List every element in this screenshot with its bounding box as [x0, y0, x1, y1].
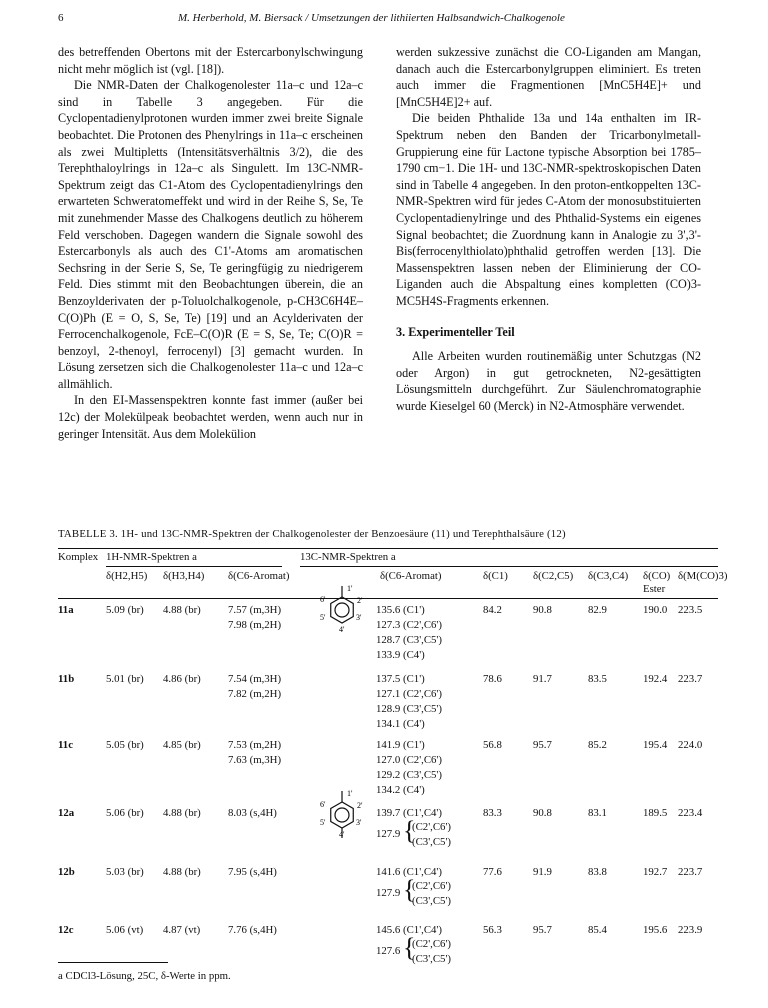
left-column — [58, 44, 363, 442]
header-1h: 1H-NMR-Spektren a — [106, 551, 197, 563]
brace: { — [403, 816, 416, 845]
ring-circle — [335, 603, 349, 617]
value-c25: 95.7 — [533, 739, 552, 751]
paragraph: Alle Arbeiten wurden routinemäßig unter Schutzgas (N2 oder Argon) in gut getrockneten, N2-gesättigten Lösungsmitteln durchgeführt. Zur Säulenchromatographie wurde Kieselgel 60 (Merck) in N2-Atmosphäre verwendet. — [396, 349, 701, 413]
value-c6-13c: 129.2 (C3',C5') — [376, 769, 442, 781]
value-c6-1h: 7.95 (s,4H) — [228, 866, 277, 878]
running-header — [58, 12, 710, 30]
value-h25: 5.09 (br) — [106, 604, 144, 616]
value-c6-13c: (C3',C5') — [412, 836, 451, 848]
value-c6-1h: 7.53 (m,2H) — [228, 739, 282, 751]
value-c6-13c: 134.1 (C4') — [376, 718, 425, 730]
col-c6-13c: δ(C6-Aromat) — [380, 570, 442, 582]
section-heading: 3. Experimenteller Teil — [396, 324, 515, 339]
compound-id: 12b — [58, 866, 75, 878]
value-h25: 5.05 (br) — [106, 739, 144, 751]
value-c1: 84.2 — [483, 604, 502, 616]
value-h34: 4.88 (br) — [163, 807, 201, 819]
value-c6-13c: 128.7 (C3',C5') — [376, 634, 442, 646]
value-co-ester: 192.7 — [643, 866, 668, 878]
value-c1: 56.3 — [483, 924, 502, 936]
paragraph: In den EI-Massenspektren konnte fast immer (außer bei 12c) der Molekülpeak beobachtet werden, wenn auch nur in geringer Intensität. Aus dem Molekülion — [58, 393, 363, 441]
ring-label: 2' — [357, 596, 363, 605]
value-c6-13c: 127.6 — [376, 945, 401, 957]
value-c1: 78.6 — [483, 673, 502, 685]
value-c1: 83.3 — [483, 807, 502, 819]
value-c6-1h: 7.57 (m,3H) — [228, 604, 282, 616]
value-h25: 5.03 (br) — [106, 866, 144, 878]
value-co-ester: 189.5 — [643, 807, 668, 819]
value-c1: 77.6 — [483, 866, 502, 878]
value-c6-13c: (C3',C5') — [412, 953, 451, 965]
benzene-ring-icon — [314, 584, 370, 634]
value-c6-13c: (C3',C5') — [412, 895, 451, 907]
ring-label: 5' — [320, 818, 326, 827]
value-h34: 4.88 (br) — [163, 604, 201, 616]
brace: { — [403, 875, 416, 904]
paragraph: Die beiden Phthalide 13a und 14a enthalten im IR-Spektrum neben den Banden der Tricarbonylmetall-Gruppierung eine für Lactone typische Absorption bei 1785–1790 cm−1. Die 1H- und 13C-NMR-spektroskopischen Daten sind in Tabelle 4 angegeben. In den proton-entkoppelten 13C-NMR-Spektren wird für jedes C-Atom der monosubstituierten Cyclopentadienylringe und des Phthalid-Systems ein eigenes Signal beobachtet; die Zuordnung kann in Analogie zu 3',3'-Bis(ferrocenylthiolato)phthalid getroffen werden [13]. Die Massenspektren lassen neben der Eliminierung der CO-Liganden auch die Abspaltung eines kompletten (CO)3-MC5H4S-Fragments erkennen. — [396, 111, 701, 308]
ring-label: 2' — [357, 801, 363, 810]
ring-label: 1' — [347, 584, 353, 593]
paragraph: des betreffenden Obertons mit der Estercarbonylschwingung nicht mehr möglich ist (vgl. [18]). — [58, 45, 363, 76]
value-c6-13c: 135.6 (C1') — [376, 604, 425, 616]
col-c25: δ(C2,C5) — [533, 570, 574, 582]
benzene-ring-icon — [314, 789, 370, 839]
value-c25: 91.9 — [533, 866, 552, 878]
ring-label: 6' — [320, 595, 326, 604]
ring-hexagon — [331, 802, 354, 828]
value-c6-1h: 7.76 (s,4H) — [228, 924, 277, 936]
header-komplex: Komplex — [58, 551, 99, 563]
running-title: M. Herberhold, M. Biersack / Umsetzungen der lithiierten Halbsandwich-Chalkogenole — [178, 12, 565, 24]
value-h34: 4.86 (br) — [163, 673, 201, 685]
value-c6-13c: (C2',C6') — [412, 821, 451, 833]
ring-label: 5' — [320, 613, 326, 622]
page-number: 6 — [58, 12, 64, 24]
col-c34: δ(C3,C4) — [588, 570, 629, 582]
compound-id: 11c — [58, 739, 73, 751]
ring-hexagon — [331, 597, 354, 623]
table-caption: TABELLE 3. 1H- und 13C-NMR-Spektren der Chalkogenolester der Benzoesäure (11) und Terephthalsäure (12) — [58, 528, 566, 540]
header-13c: 13C-NMR-Spektren a — [300, 551, 396, 563]
value-c34: 83.8 — [588, 866, 607, 878]
value-h25: 5.01 (br) — [106, 673, 144, 685]
value-c6-13c: 145.6 (C1',C4') — [376, 924, 442, 936]
ring-label: 3' — [356, 818, 362, 827]
value-c6-1h: 7.63 (m,3H) — [228, 754, 282, 766]
value-c6-13c: 128.9 (C3',C5') — [376, 703, 442, 715]
value-c34: 85.2 — [588, 739, 607, 751]
value-c6-13c: 127.0 (C2',C6') — [376, 754, 442, 766]
table-header-rule — [58, 598, 718, 599]
brace: { — [403, 933, 416, 962]
paragraph: Die NMR-Daten der Chalkogenolester 11a–c und 12a–c sind in Tabelle 3 angegeben. Für die Cyclopentadienylprotonen wurden immer zwei breite Signale beobachtet. Die Protonen des Phenylrings in 11a–c erscheinen als zwei Multipletts (Intensitätsverhältnis 3/2), die des Terephthaloylrings in 12a–c als Singulett. Im 13C-NMR-Spektrum zeigt das C1-Atom des Cyclopentadienylrings den erwarteten Schweratomeffekt und wird in der Reihe S, Se, Te mit zunehmender Masse des Chalkogens deutlich zu höherem Feld verschoben. Dagegen wandern die Signale sowohl des Estercarbonyls als auch des C1'-Atoms am aromatischen Sechsring in der Serie S, Se, Te geringfügig zu niedrigerem Feld. Dies stimmt mit den Beobachtungen überein, die an Benzoylderivaten der p-Toluolchalkogenole, p-CH3C6H4E–C(O)Ph (E = O, S, Se, Te) [19] und an Acylderivaten der Ferrocenchalkogenole, FcE–C(O)R (E = S, Se, Te; C(O)R = benzoyl, 2-thenoyl, ferrocenyl) [3] gemacht wurden. In Lösung zersetzen sich die Chalkogenolester 11a–c und 12a–c allmählich. — [58, 78, 363, 391]
value-c34: 83.5 — [588, 673, 607, 685]
value-c6-1h: 8.03 (s,4H) — [228, 807, 277, 819]
value-c25: 95.7 — [533, 924, 552, 936]
ring-label: 4' — [339, 830, 345, 839]
value-c6-13c: 141.9 (C1') — [376, 739, 425, 751]
col-mco: δ(M(CO)3) — [678, 570, 728, 582]
value-c6-1h: 7.54 (m,3H) — [228, 673, 282, 685]
value-c34: 85.4 — [588, 924, 607, 936]
value-c6-13c: 133.9 (C4') — [376, 649, 425, 661]
table-top-rule — [58, 548, 718, 549]
value-co-ester: 195.4 — [643, 739, 668, 751]
value-c6-13c: 127.9 — [376, 887, 401, 899]
value-c34: 83.1 — [588, 807, 607, 819]
value-h25: 5.06 (br) — [106, 807, 144, 819]
value-c6-13c: (C2',C6') — [412, 938, 451, 950]
right-column — [396, 44, 701, 414]
compound-id: 12c — [58, 924, 74, 936]
col-c1: δ(C1) — [483, 570, 508, 582]
value-c6-1h: 7.82 (m,2H) — [228, 688, 282, 700]
compound-id: 12a — [58, 807, 75, 819]
value-co-ester: 195.6 — [643, 924, 668, 936]
col-c6-1h: δ(C6-Aromat) — [228, 570, 290, 582]
value-h34: 4.88 (br) — [163, 866, 201, 878]
value-h25: 5.06 (vt) — [106, 924, 144, 936]
value-mco: 223.9 — [678, 924, 703, 936]
value-c6-1h: 7.98 (m,2H) — [228, 619, 282, 631]
value-co-ester: 192.4 — [643, 673, 668, 685]
value-c6-13c: 139.7 (C1',C4') — [376, 807, 442, 819]
compound-id: 11a — [58, 604, 74, 616]
value-c1: 56.8 — [483, 739, 502, 751]
value-c6-13c: 134.2 (C4') — [376, 784, 425, 796]
col-h25: δ(H2,H5) — [106, 570, 148, 582]
value-c6-13c: 141.6 (C1',C4') — [376, 866, 442, 878]
table-footnote: a CDCl3-Lösung, 25C, δ-Werte in ppm. — [58, 970, 231, 982]
compound-id: 11b — [58, 673, 75, 685]
value-c6-13c: 127.3 (C2',C6') — [376, 619, 442, 631]
value-mco: 223.7 — [678, 673, 703, 685]
value-mco: 224.0 — [678, 739, 703, 751]
value-c25: 91.7 — [533, 673, 552, 685]
value-h34: 4.87 (vt) — [163, 924, 201, 936]
ring-label: 1' — [347, 789, 353, 798]
value-c6-13c: 127.1 (C2',C6') — [376, 688, 442, 700]
value-c25: 90.8 — [533, 604, 552, 616]
paragraph: werden sukzessive zunächst die CO-Liganden am Mangan, danach auch die Estercarbonylgruppen eliminiert. Es treten auch immer die Fragmentionen [MnC5H4E]+ und [MnC5H4E]2+ auf. — [396, 45, 701, 109]
value-c6-13c: (C2',C6') — [412, 880, 451, 892]
col-co-ester: δ(CO) Ester — [643, 570, 671, 595]
value-c25: 90.8 — [533, 807, 552, 819]
value-mco: 223.4 — [678, 807, 703, 819]
value-h34: 4.85 (br) — [163, 739, 201, 751]
ring-circle — [335, 808, 349, 822]
ring-label: 3' — [356, 613, 362, 622]
col-h34: δ(H3,H4) — [163, 570, 205, 582]
value-c6-13c: 137.5 (C1') — [376, 673, 425, 685]
ring-label: 6' — [320, 800, 326, 809]
value-c6-13c: 127.9 — [376, 828, 401, 840]
value-mco: 223.7 — [678, 866, 703, 878]
value-c34: 82.9 — [588, 604, 607, 616]
value-mco: 223.5 — [678, 604, 703, 616]
value-co-ester: 190.0 — [643, 604, 668, 616]
ring-label: 4' — [339, 625, 345, 634]
